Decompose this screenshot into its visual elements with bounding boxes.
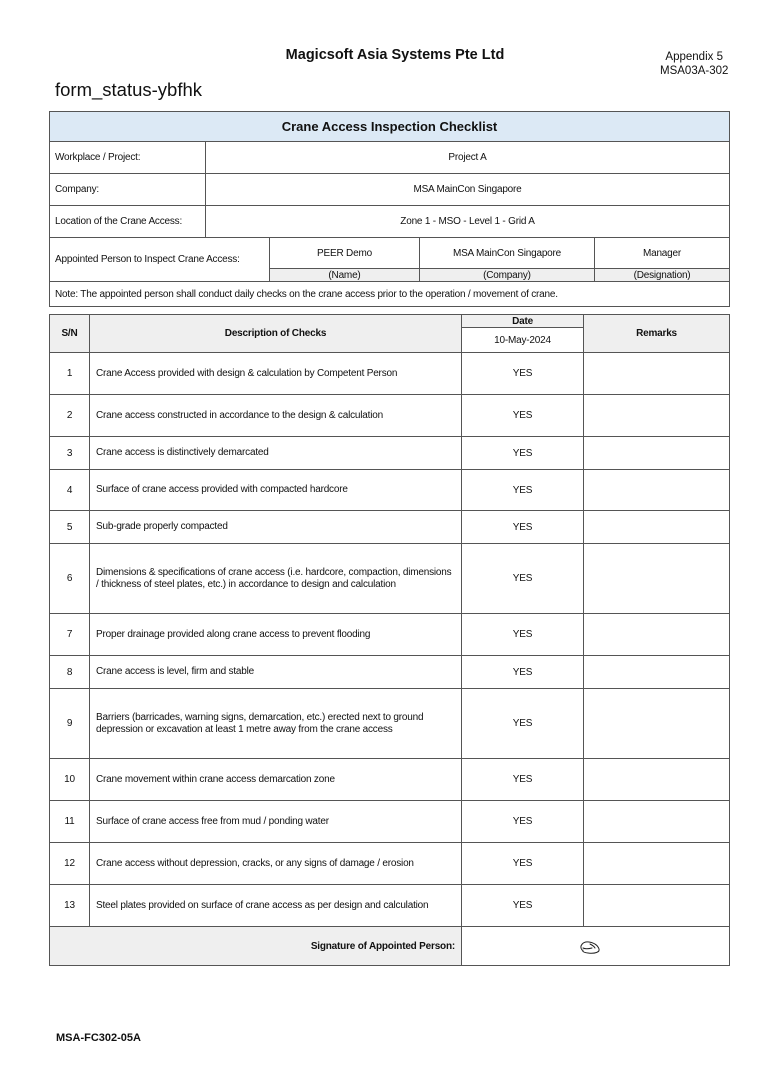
item-description: Crane access constructed in accordance to the design & calculation (90, 395, 462, 437)
item-remarks (584, 843, 730, 885)
item-description: Crane Access provided with design & calculation by Competent Person (90, 353, 462, 395)
item-remarks (584, 759, 730, 801)
item-number: 10 (50, 759, 90, 801)
table-row (50, 656, 730, 689)
workplace-value: Project A (206, 142, 730, 174)
name-caption: (Name) (270, 269, 420, 282)
company-label: Company: (50, 174, 206, 206)
table-row (50, 353, 730, 395)
item-number: 2 (50, 395, 90, 437)
form-code: MSA-FC302-05A (56, 1032, 141, 1044)
item-number: 9 (50, 689, 90, 759)
table-row (50, 614, 730, 656)
item-number: 13 (50, 885, 90, 927)
item-status: YES (462, 544, 584, 614)
item-remarks (584, 353, 730, 395)
item-remarks (584, 885, 730, 927)
item-remarks (584, 395, 730, 437)
table-row (50, 395, 730, 437)
item-status: YES (462, 395, 584, 437)
item-number: 7 (50, 614, 90, 656)
signature-cell (462, 927, 730, 966)
item-description: Surface of crane access free from mud / ponding water (90, 801, 462, 843)
item-status: YES (462, 759, 584, 801)
item-remarks (584, 614, 730, 656)
item-remarks (584, 437, 730, 470)
table-row (50, 437, 730, 470)
checklist-title: Crane Access Inspection Checklist (50, 112, 730, 142)
item-description: Steel plates provided on surface of crane access as per design and calculation (90, 885, 462, 927)
item-status: YES (462, 689, 584, 759)
item-description: Dimensions & specifications of crane access (i.e. hardcore, compaction, dimensions / thickness of steel plates, etc.) in accordance to design and calculation (90, 544, 462, 614)
table-row (50, 689, 730, 759)
item-description: Proper drainage provided along crane access to prevent flooding (90, 614, 462, 656)
item-status: YES (462, 437, 584, 470)
location-value: Zone 1 - MSO - Level 1 - Grid A (206, 206, 730, 238)
item-remarks (584, 801, 730, 843)
appointed-name: PEER Demo (270, 238, 420, 269)
item-status: YES (462, 511, 584, 544)
inspection-info-table (49, 111, 730, 307)
item-number: 6 (50, 544, 90, 614)
date-header: Date (462, 315, 584, 328)
workplace-label: Workplace / Project: (50, 142, 206, 174)
item-remarks (584, 544, 730, 614)
appendix-label: Appendix 5 (665, 51, 723, 63)
item-description: Sub-grade properly compacted (90, 511, 462, 544)
company-value: MSA MainCon Singapore (206, 174, 730, 206)
item-description: Barriers (barricades, warning signs, demarcation, etc.) erected next to ground depression or excavation at least 1 metre away from the crane access (90, 689, 462, 759)
inspection-date: 10-May-2024 (462, 328, 584, 353)
item-number: 11 (50, 801, 90, 843)
description-header: Description of Checks (90, 315, 462, 353)
appointed-company: MSA MainCon Singapore (420, 238, 595, 269)
appointed-designation: Manager (595, 238, 730, 269)
item-remarks (584, 470, 730, 511)
item-description: Crane movement within crane access demarcation zone (90, 759, 462, 801)
table-row (50, 843, 730, 885)
item-number: 3 (50, 437, 90, 470)
signature-label: Signature of Appointed Person: (50, 927, 462, 966)
item-status: YES (462, 614, 584, 656)
table-row (50, 544, 730, 614)
item-remarks (584, 511, 730, 544)
document-reference: MSA03A-302 (660, 65, 729, 77)
company-name: Magicsoft Asia Systems Pte Ltd (285, 47, 505, 63)
company-caption: (Company) (420, 269, 595, 282)
item-status: YES (462, 885, 584, 927)
remarks-header: Remarks (584, 315, 730, 353)
item-number: 4 (50, 470, 90, 511)
appointed-person-label: Appointed Person to Inspect Crane Access: (50, 238, 270, 282)
item-status: YES (462, 656, 584, 689)
item-description: Crane access without depression, cracks, or any signs of damage / erosion (90, 843, 462, 885)
item-status: YES (462, 843, 584, 885)
sn-header: S/N (50, 315, 90, 353)
table-row (50, 759, 730, 801)
signature-image (574, 933, 634, 959)
table-row (50, 470, 730, 511)
item-number: 12 (50, 843, 90, 885)
item-description: Surface of crane access provided with compacted hardcore (90, 470, 462, 511)
item-description: Crane access is distinctively demarcated (90, 437, 462, 470)
item-description: Crane access is level, firm and stable (90, 656, 462, 689)
appendix-block (660, 50, 728, 78)
item-number: 1 (50, 353, 90, 395)
inspection-note: Note: The appointed person shall conduct daily checks on the crane access prior to the operation / movement of crane. (50, 282, 730, 307)
location-label: Location of the Crane Access: (50, 206, 206, 238)
item-remarks (584, 656, 730, 689)
item-status: YES (462, 801, 584, 843)
item-status: YES (462, 353, 584, 395)
item-status: YES (462, 470, 584, 511)
item-remarks (584, 689, 730, 759)
table-row (50, 801, 730, 843)
designation-caption: (Designation) (595, 269, 730, 282)
table-row (50, 885, 730, 927)
table-row (50, 511, 730, 544)
checklist-table (49, 314, 730, 966)
form-status: form_status-ybfhk (55, 79, 203, 100)
item-number: 8 (50, 656, 90, 689)
item-number: 5 (50, 511, 90, 544)
